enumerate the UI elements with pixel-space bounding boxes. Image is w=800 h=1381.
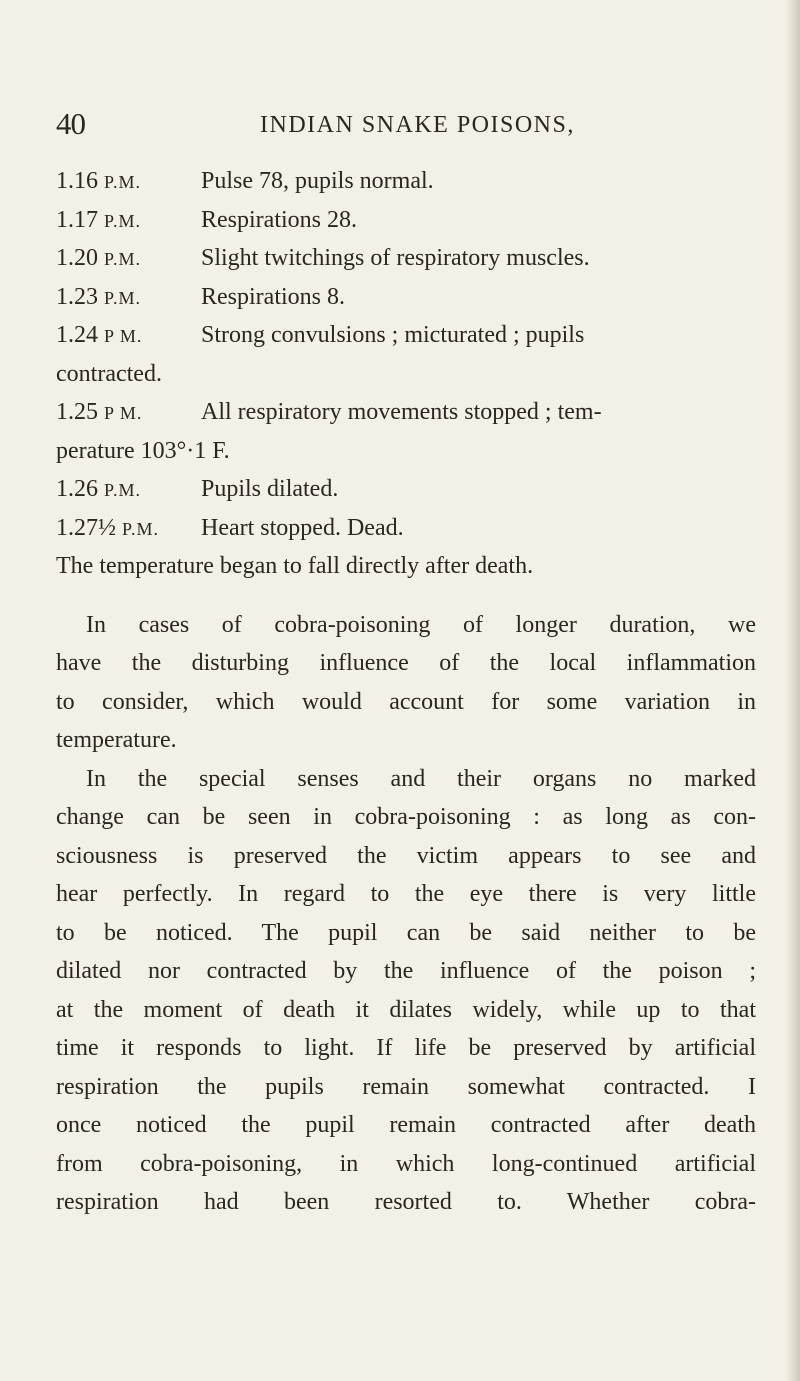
paragraph-line: In the special senses and their organs no marked	[86, 765, 756, 792]
paragraph-line: to consider, which would account for some variation in	[56, 688, 756, 715]
log-time: 1.23 P.M.	[56, 283, 142, 310]
log-text: Heart stopped. Dead.	[201, 514, 404, 541]
paragraph-line: time it responds to light. If life be preserved by artificial	[56, 1035, 756, 1061]
log-text: All respiratory movements stopped ; tem-	[201, 399, 602, 425]
log-text: Slight twitchings of respiratory muscles.	[201, 245, 590, 271]
log-time: 1.26 P.M.	[56, 476, 142, 502]
log-text: Respirations 8.	[201, 283, 345, 310]
log-entry	[56, 278, 756, 317]
paragraph-line: to be noticed. The pupil can be said neither to be	[56, 919, 756, 946]
paragraph-line: In cases of cobra-poisoning of longer duration, we	[86, 611, 756, 638]
page-number: 40	[56, 106, 85, 141]
log-time: 1.16 P.M.	[56, 168, 142, 194]
log-entry	[56, 201, 756, 240]
log-continuation: perature 103°·1 F.	[56, 437, 230, 464]
page-edge-shadow	[786, 0, 800, 1381]
log-time: 1.20 P.M.	[56, 245, 142, 271]
log-text: Pupils dilated.	[201, 476, 339, 502]
running-title: INDIAN SNAKE POISONS,	[260, 112, 575, 138]
paragraph-line: once noticed the pupil remain contracted after death	[56, 1112, 756, 1138]
log-text: Strong convulsions ; micturated ; pupils	[201, 322, 585, 348]
log-text: Pulse 78, pupils normal.	[201, 168, 434, 194]
log-continuation: contracted.	[56, 360, 162, 387]
log-entry	[56, 393, 756, 432]
paragraph-line: dilated nor contracted by the influence of the poison ;	[56, 958, 756, 984]
paragraph-line: respiration the pupils remain somewhat contracted. I	[56, 1073, 756, 1100]
log-entry	[56, 470, 756, 509]
paragraph-line: from cobra-poisoning, in which long-continued artificial	[56, 1150, 756, 1177]
paragraph-gap	[56, 586, 756, 606]
paragraph-line: respiration had been resorted to. Whether cobra-	[56, 1189, 756, 1215]
log-entry	[56, 316, 756, 355]
paragraph-line: at the moment of death it dilates widely, while up to that	[56, 996, 756, 1023]
log-text: Respirations 28.	[201, 206, 357, 233]
body-text	[56, 162, 756, 1222]
running-head	[56, 106, 756, 146]
paragraph-line: have the disturbing influence of the local inflammation	[56, 650, 756, 676]
log-time: 1.25 P M.	[56, 399, 143, 425]
log-time: 1.27½ P.M.	[56, 514, 160, 541]
log-entry	[56, 162, 756, 201]
paragraph-line: change can be seen in cobra-poisoning : as long as con-	[56, 804, 756, 830]
log-entry	[56, 239, 756, 278]
paragraph-line: temperature.	[56, 727, 177, 753]
paragraph-line: sciousness is preserved the victim appears to see and	[56, 842, 756, 869]
closing-line: The temperature began to fall directly after death.	[56, 553, 534, 579]
paragraph-line: hear perfectly. In regard to the eye there is very little	[56, 881, 756, 907]
log-time: 1.17 P.M.	[56, 206, 142, 233]
log-time: 1.24 P M.	[56, 322, 143, 348]
log-entry	[56, 509, 756, 548]
